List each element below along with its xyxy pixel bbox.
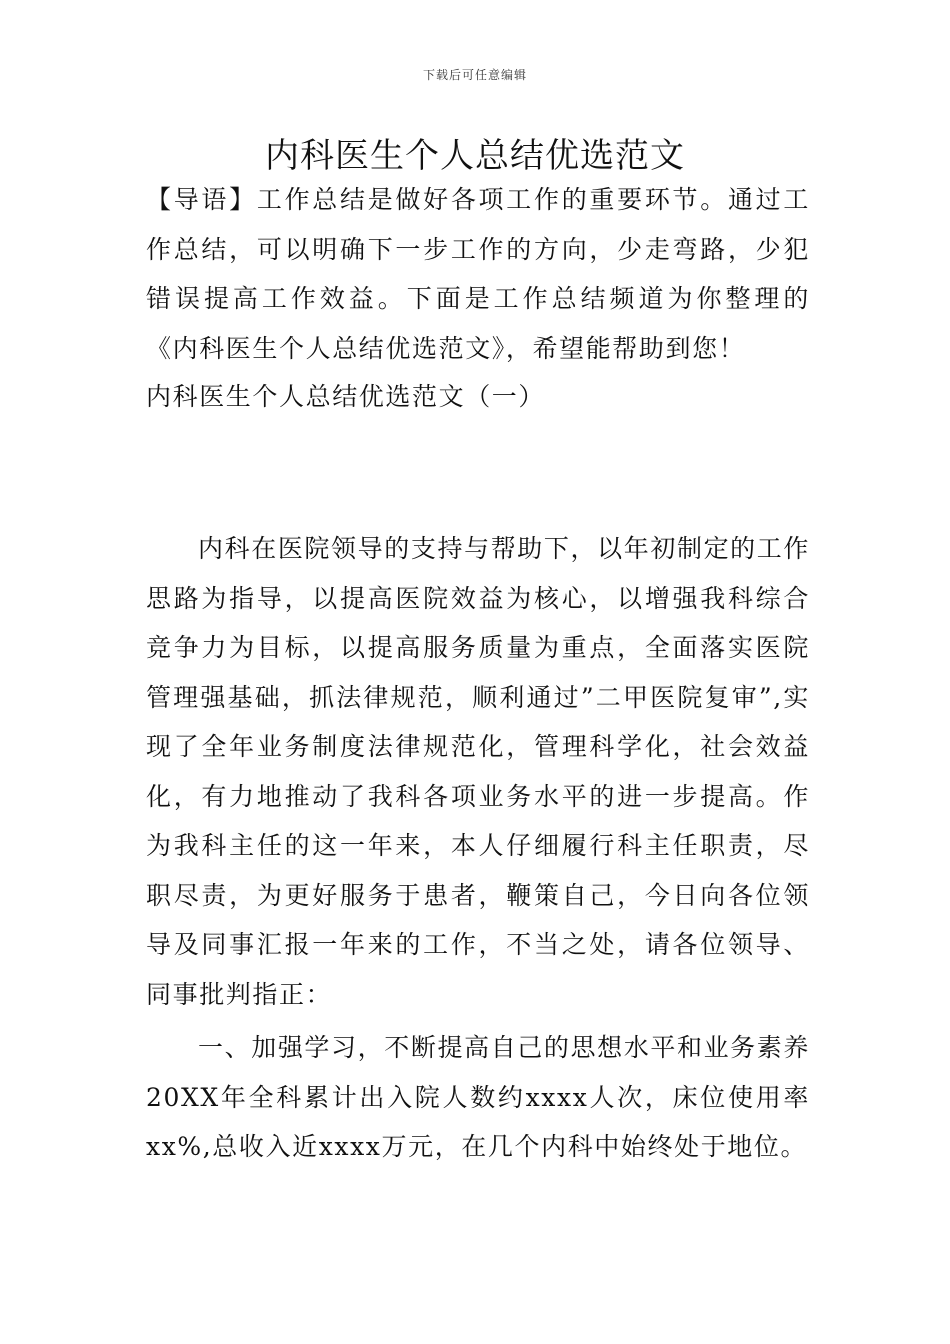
document-title: 内科医生个人总结优选范文: [265, 136, 685, 176]
intro-paragraph: 【导语】工作总结是做好各项工作的重要环节。通过工作总结，可以明确下一步工作的方向，少走弯路，少犯错误提高工作效益。下面是工作总结频道为你整理的《内科医生个人总结优选范文》，希望能帮助到您！: [146, 185, 810, 363]
header-note: 下载后可任意编辑: [422, 68, 527, 82]
body-paragraph-1: 内科在医院领导的支持与帮助下，以年初制定的工作思路为指导，以提高医院效益为核心，以增强我科综合竞争力为目标，以提高服务质量为重点，全面落实医院管理强基础，抓法律规范，顺利通过”二甲医院复审”,实现了全年业务制度法律规范化，管理科学化，社会效益化，有力地推动了我科各项业务水平的进一步提高。作为我科主任的这一年来，本人仔细履行科主任职责，尽职尽责，为更好服务于患者，鞭策自己，今日向各位领导及同事汇报一年来的工作，不当之处，请各位领导、同事批判指正：: [146, 534, 810, 1009]
body-paragraph-2: 一、加强学习，不断提高自己的思想水平和业务素养20XX年全科累计出入院人数约xxxx人次，床位使用率xx%,总收入近xxxx万元，在几个内科中始终处于地位。: [146, 1033, 810, 1161]
section-title: 内科医生个人总结优选范文（一）: [146, 382, 546, 411]
